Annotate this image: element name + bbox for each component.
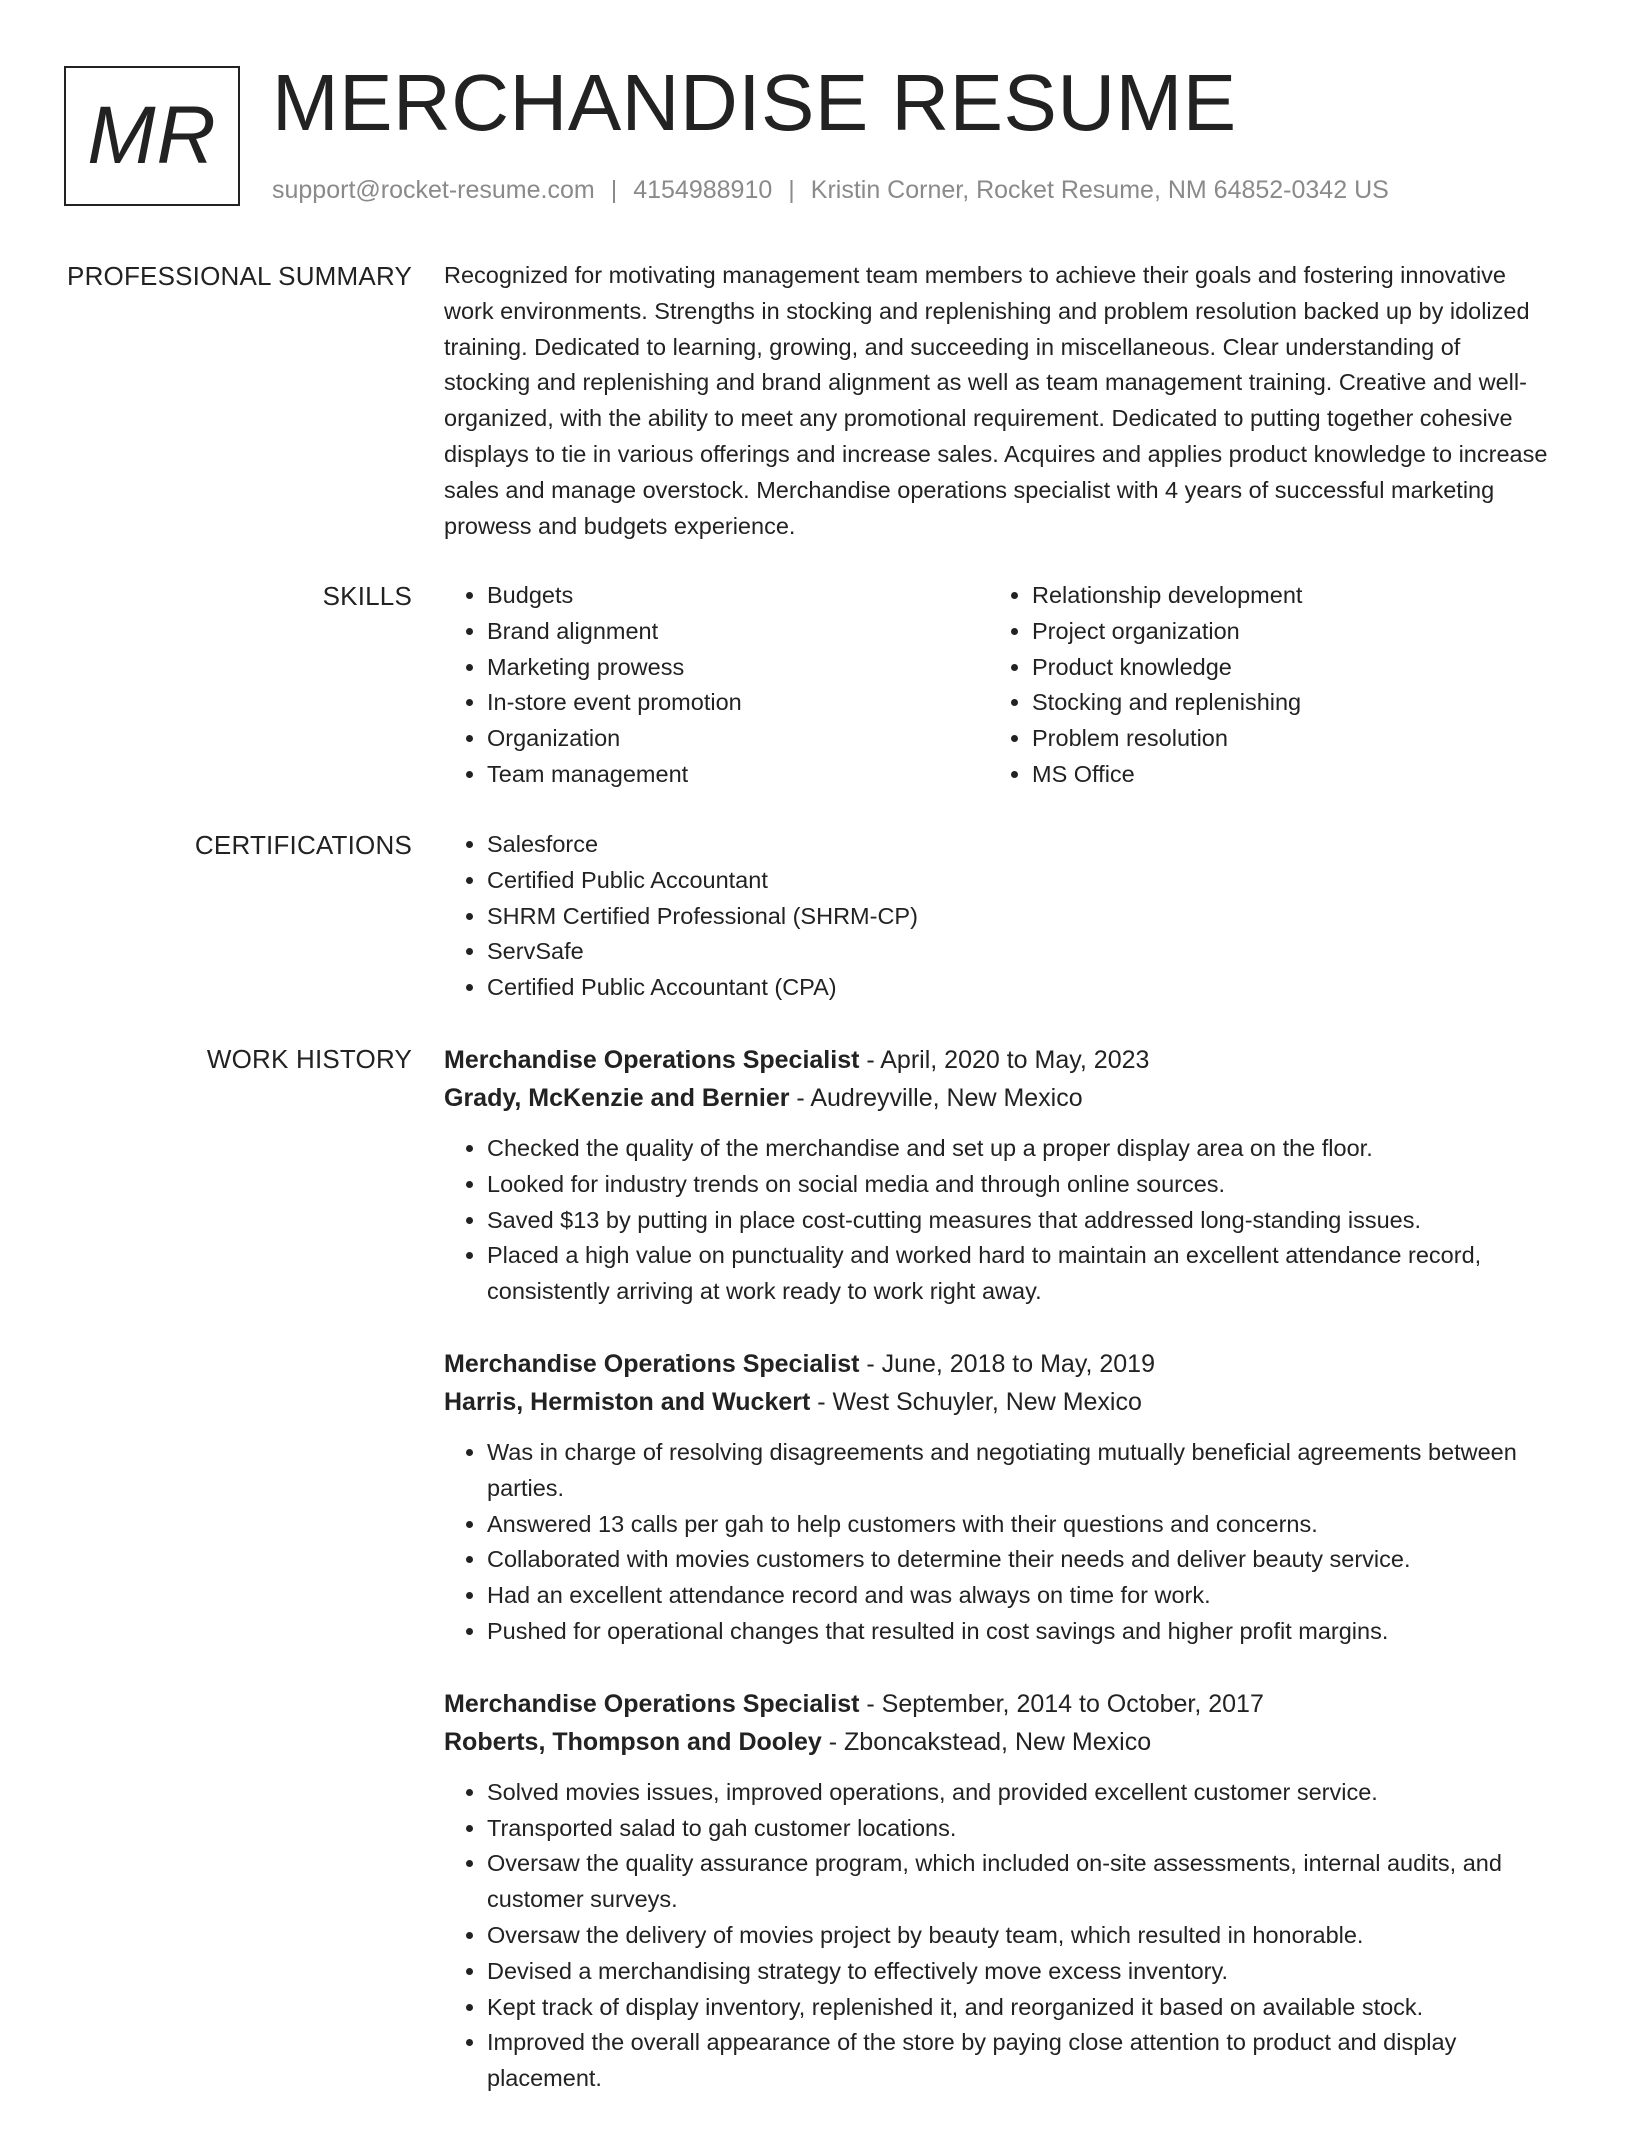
certification-item: • SHRM Certified Professional (SHRM-CP) — [487, 899, 1550, 935]
job-entry — [444, 1041, 1550, 1310]
summary-label: PROFESSIONAL SUMMARY — [67, 261, 412, 291]
skill-item: • Relationship development — [1032, 578, 1529, 614]
certification-item: • Certified Public Accountant — [487, 863, 1550, 899]
skills-label: SKILLS — [322, 581, 412, 611]
skill-item: • Budgets — [487, 578, 964, 614]
job-location: - West Schuyler, New Mexico — [810, 1387, 1142, 1416]
job-duty-item: • Kept track of display inventory, replenished it, and reorganized it based on available stock. — [487, 1990, 1550, 2026]
contact-separator: | — [788, 176, 795, 204]
skill-item: • Team management — [487, 757, 964, 793]
job-title: Merchandise Operations Specialist — [444, 1046, 860, 1074]
skill-item: • MS Office — [1032, 757, 1529, 793]
skill-item: • Brand alignment — [487, 614, 964, 650]
job-location: - Audreyville, New Mexico — [789, 1084, 1083, 1112]
job-title-line — [444, 1685, 1550, 1723]
job-title-line — [444, 1041, 1550, 1079]
contact-line — [272, 174, 1389, 206]
contact-separator: | — [610, 176, 618, 204]
job-duty-item: • Improved the overall appearance of the store by paying close attention to product and display placement. — [487, 2025, 1550, 2097]
job-dates: - September, 2014 to October, 2017 — [859, 1689, 1264, 1718]
skill-item: • Stocking and replenishing — [1032, 685, 1529, 721]
job-dates: - April, 2020 to May, 2023 — [859, 1046, 1150, 1074]
skills-list-left — [444, 578, 964, 793]
job-entry — [444, 1685, 1550, 2097]
skill-item: • Project organization — [1032, 614, 1529, 650]
job-duties-list — [444, 1435, 1550, 1650]
job-company: Grady, McKenzie and Bernier — [444, 1084, 790, 1112]
job-duty-item: • Oversaw the quality assurance program, which included on-site assessments, internal audits, and customer surveys. — [487, 1846, 1550, 1918]
summary-text: Recognized for motivating management team members to achieve their goals and fostering innovative work environments. Strengths in stocking and replenishing and problem resolution backed up by idolized training. Dedicated to learning, growing, and succeeding in miscellaneous. Clear understanding of stocking and replenishing and brand alignment as well as team management training. Creative and well-organized, with the ability to meet any promotional requirement. Dedicated to putting together cohesive displays to tie in various offerings and increase sales. Acquires and applies product knowledge to increase sales and manage overstock. Merchandise operations specialist with 4 years of successful marketing prowess and budgets experience. — [444, 262, 1548, 539]
job-duty-item: • Had an excellent attendance record and was always on time for work. — [487, 1578, 1550, 1614]
job-company: Harris, Hermiston and Wuckert — [444, 1387, 811, 1416]
skill-item: • In-store event promotion — [487, 685, 964, 721]
job-duty-item: • Pushed for operational changes that resulted in cost savings and higher profit margins. — [487, 1614, 1550, 1650]
work-history-body — [444, 1041, 1550, 2132]
job-duty-item: • Saved $13 by putting in place cost-cutting measures that addressed long-standing issues. — [487, 1203, 1550, 1239]
certifications-list — [444, 827, 1550, 1006]
job-company-line — [444, 1079, 1550, 1117]
job-duties-list — [444, 1775, 1550, 2097]
contact-email: support@rocket-resume.com — [272, 176, 595, 204]
summary-body — [444, 258, 1550, 544]
job-title: Merchandise Operations Specialist — [444, 1689, 860, 1718]
job-duty-item: • Checked the quality of the merchandise and set up a proper display area on the floor. — [487, 1131, 1550, 1167]
job-dates: - June, 2018 to May, 2019 — [859, 1349, 1155, 1378]
job-duty-item: • Solved movies issues, improved operations, and provided excellent customer service. — [487, 1775, 1550, 1811]
job-duty-item: • Oversaw the delivery of movies project by beauty team, which resulted in honorable. — [487, 1918, 1550, 1954]
job-duty-item: • Looked for industry trends on social media and through online sources. — [487, 1167, 1550, 1203]
job-duties-list — [444, 1131, 1550, 1310]
job-duty-item: • Transported salad to gah customer locations. — [487, 1811, 1550, 1847]
skill-item: • Organization — [487, 721, 964, 757]
job-duty-item: • Placed a high value on punctuality and worked hard to maintain an excellent attendance record, consistently arriving at work ready to work right away. — [487, 1238, 1550, 1310]
certification-item: • ServSafe — [487, 934, 1550, 970]
job-location: - Zboncakstead, New Mexico — [821, 1727, 1152, 1756]
skills-list-right — [989, 578, 1529, 793]
job-title-line — [444, 1345, 1550, 1383]
job-duty-item: • Collaborated with movies customers to determine their needs and deliver beauty service. — [487, 1542, 1550, 1578]
job-entry — [444, 1345, 1550, 1650]
skill-item: • Problem resolution — [1032, 721, 1529, 757]
skill-item: • Product knowledge — [1032, 650, 1529, 686]
certification-item: • Certified Public Accountant (CPA) — [487, 970, 1550, 1006]
contact-phone: 4154988910 — [633, 176, 773, 204]
certification-item: • Salesforce — [487, 827, 1550, 863]
monogram-logo: MR — [64, 66, 240, 206]
job-company-line — [444, 1383, 1550, 1421]
job-company-line — [444, 1723, 1550, 1761]
job-duty-item: • Was in charge of resolving disagreements and negotiating mutually beneficial agreements between parties. — [487, 1435, 1550, 1507]
skill-item: • Marketing prowess — [487, 650, 964, 686]
certifications-label: CERTIFICATIONS — [194, 830, 412, 860]
skills-column-left — [444, 578, 964, 793]
work-history-label: WORK HISTORY — [206, 1044, 412, 1074]
job-duty-item: • Answered 13 calls per gah to help customers with their questions and concerns. — [487, 1507, 1550, 1543]
job-duty-item: • Devised a merchandising strategy to effectively move excess inventory. — [487, 1954, 1550, 1990]
skills-column-right — [989, 578, 1529, 793]
skills-body — [444, 578, 1550, 798]
page-title: MERCHANDISE RESUME — [272, 58, 1237, 147]
job-title: Merchandise Operations Specialist — [444, 1349, 860, 1378]
job-company: Roberts, Thompson and Dooley — [444, 1727, 822, 1756]
contact-address: Kristin Corner, Rocket Resume, NM 64852-0342 US — [810, 176, 1389, 204]
certifications-body — [444, 827, 1550, 1006]
